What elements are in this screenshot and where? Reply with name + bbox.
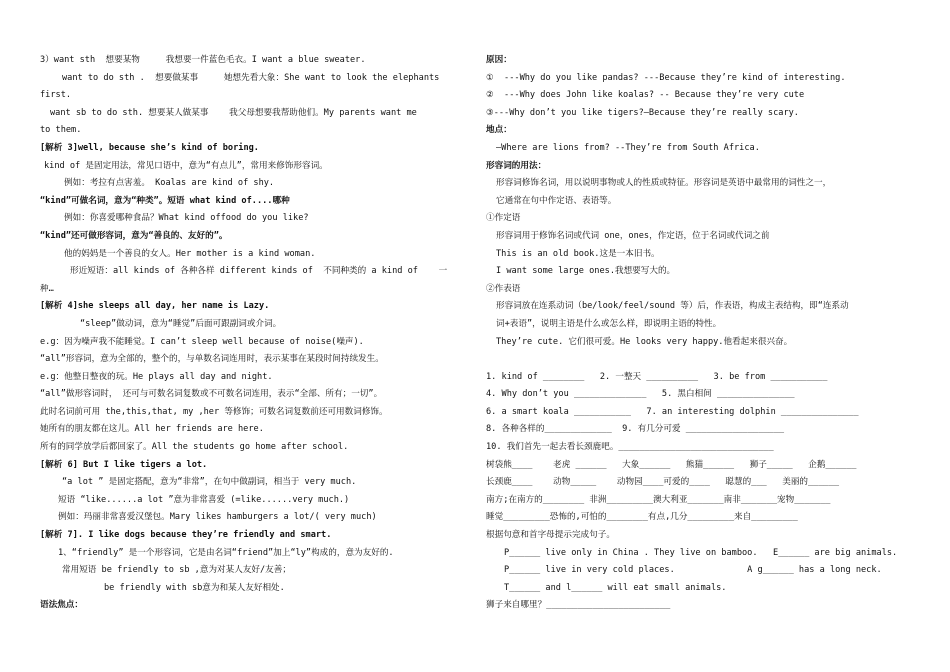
right-text-line: 词+表语”，说明主语是什么或怎么样，即说明主语的特性。 [496,318,722,329]
right-text-line: 南方;在南方的________ 非洲_________澳大利亚_______南非_______宠物_______ [486,494,831,505]
left-text-line: 语法焦点： [40,600,83,611]
left-text-line: “sleep”做动词，意为“睡觉”后面可跟副词或介词。 [80,318,282,329]
left-text-line: 3）want sth 想要某物 我想要一件蓝色毛衣。I want a blue sweater. [40,55,366,65]
right-text-line: 10. 我们首先一起去看长颈鹿吧。______________________________ [486,442,774,453]
left-text-line: 形近短语：all kinds of 各种各样 different kinds of 不同种类的 a kind of 一 [70,266,448,277]
left-text-line: want sb to do sth. 想要某人做某事 我父母想要我帮助他们。My parents want me [50,107,417,118]
left-text-line: 例如：你喜爱哪种食品？What kind offood do you like? [64,213,309,224]
right-text-line: ①作定语 [486,213,521,224]
left-text-line: kind of 是固定用法，常见口语中，意为“有点儿”，常用来修饰形容词。 [44,160,328,171]
right-text-line: They’re cute. 它们很可爱。He looks very happy.他看起来很兴奋。 [496,336,793,347]
left-text-line: “a lot ” 是固定搭配，意为“非常”，在句中做副词，相当于 very much. [62,477,357,488]
right-text-line: 1. kind of ________ 2. 一整天 __________ 3. be from ___________ [486,371,828,382]
right-text-line: ② ---Why does John like koalas? -- Because they’re very cute [486,90,805,101]
right-column [486,52,906,615]
left-text-line: 短语 “like......a lot ”意为非常喜爱 (=like......very much.) [58,494,350,505]
left-text-line: be friendly with sb意为和某人友好相处. [104,582,285,593]
left-text-line: 1、“friendly” 是一个形容词，它是由名词“friend”加上“ly”构成的，意为友好的. [58,547,394,558]
left-text-line: [解析 6] But I like tigers a lot. [40,459,208,470]
left-text-line: want to do sth . 想要做某事 她想先看大象：She want to look the elephants [62,72,440,83]
right-text-line: 树袋熊____ 老虎 ______ 大象______ 熊猫______ 狮子_____ 企鹅______ [486,459,857,470]
right-text-line: ① ---Why do you like pandas? ---Because they’re kind of interesting. [486,72,846,83]
left-text-line: e.g：他整日整夜的玩。He plays all day and night. [40,371,273,382]
right-text-line: 根据句意和首字母提示完成句子。 [486,530,615,541]
left-text-line: [解析 4]she sleeps all day, her name is Lazy. [40,301,270,312]
right-text-line: 原因： [486,55,512,65]
left-column [40,52,470,615]
right-text-line [486,351,906,369]
right-text-line: 形容词用于修饰名词或代词 one，ones，作定语，位于名词或代词之前 [496,230,770,241]
left-text-line: [解析 3]well, because she’s kind of boring. [40,142,259,153]
right-text-line: 4. Why don’t you ______________ 5. 黑白相间 _______________ [486,389,795,400]
right-text-line: ③---Why don’t you like tigers?—Because they’re really scary. [486,107,799,118]
left-text-line: 例如：考拉有点害羞。 Koalas are kind of shy. [64,178,275,189]
left-text-line: 常用短语 be friendly to sb ,意为对某人友好/友善； [62,565,291,576]
left-text-line: “all”形容词，意为全部的，整个的，与单数名词连用时，表示某事在某段时间持续发生。 [40,354,384,365]
left-text-line: “kind”还可做形容词，意为“善良的、友好的”。 [40,230,228,241]
left-text-line: 所有的同学放学后都回家了。All the students go home after school. [40,442,349,453]
left-text-line: “kind”可做名词，意为“种类”。短语 what kind of....哪种 [40,195,290,206]
right-text-line: T______ and l______ will eat small animals. [504,582,727,593]
right-text-line: 形容词修饰名词，用以说明事物或人的性质或特征。形容词是英语中最常用的词性之一， [496,178,832,189]
right-text-line: ②作表语 [486,283,521,294]
right-text-line: 形容词的用法： [486,160,547,171]
right-text-line: P______ live in very cold places. A g______ has a long neck. [504,565,882,576]
left-text-line: “all”做形容词时， 还可与可数名词复数或不可数名词连用，表示“全部、所有；一切”。 [40,389,383,400]
right-text-line: 形容词放在连系动词（be/look/feel/sound 等）后，作表语，构成主表结构，即“连系动 [496,301,849,312]
right-text-line: This is an old book.这是一本旧书。 [496,248,660,259]
left-text-line: 此时名词前可用 the,this,that, my ,her 等修饰；可数名词复数前还可用数词修饰。 [40,406,388,417]
right-text-line: P______ live only in China . They live on bamboo. E______ are big animals. [504,547,898,558]
right-text-line: —Where are lions from? --They’re from South Africa. [496,142,760,153]
right-text-line: 狮子来自哪里？________________________ [486,600,671,611]
left-text-line: first. [40,90,72,101]
right-text-line: 地点： [486,125,512,136]
right-text-line: 它通常在句中作定语、表语等。 [496,195,617,206]
left-text-line: to them. [40,125,82,136]
right-text-line: 8. 各种各样的_____________ 9. 有几分可爱 ___________________ [486,424,785,435]
right-text-line: 6. a smart koala ___________ 7. an interesting dolphin _______________ [486,406,859,417]
left-text-line: 他的妈妈是一个善良的女人。Her mother is a kind woman. [64,248,316,259]
right-text-line: I want some large ones.我想要写大的。 [496,266,676,277]
left-text-line: 她所有的朋友都在这儿。All her friends are here. [40,424,264,435]
right-text-line: 长颈鹿____ 动物_____ 动物园____可爱的____ 聪慧的___ 美丽的______ [486,477,840,488]
left-text-line: 例如：玛丽非常喜爱汉堡包。Mary likes hamburgers a lot/( very much) [58,512,377,523]
left-text-line: [解析 7]. I like dogs because they’re friendly and smart. [40,530,332,541]
right-text-line: 睡觉_________恐怖的,可怕的________有点,几分_________来自_________ [486,512,798,523]
left-text-line: 种… [40,283,54,294]
left-text-line: e.g：因为噪声我不能睡觉。I can’t sleep well because of noise(噪声). [40,336,364,347]
